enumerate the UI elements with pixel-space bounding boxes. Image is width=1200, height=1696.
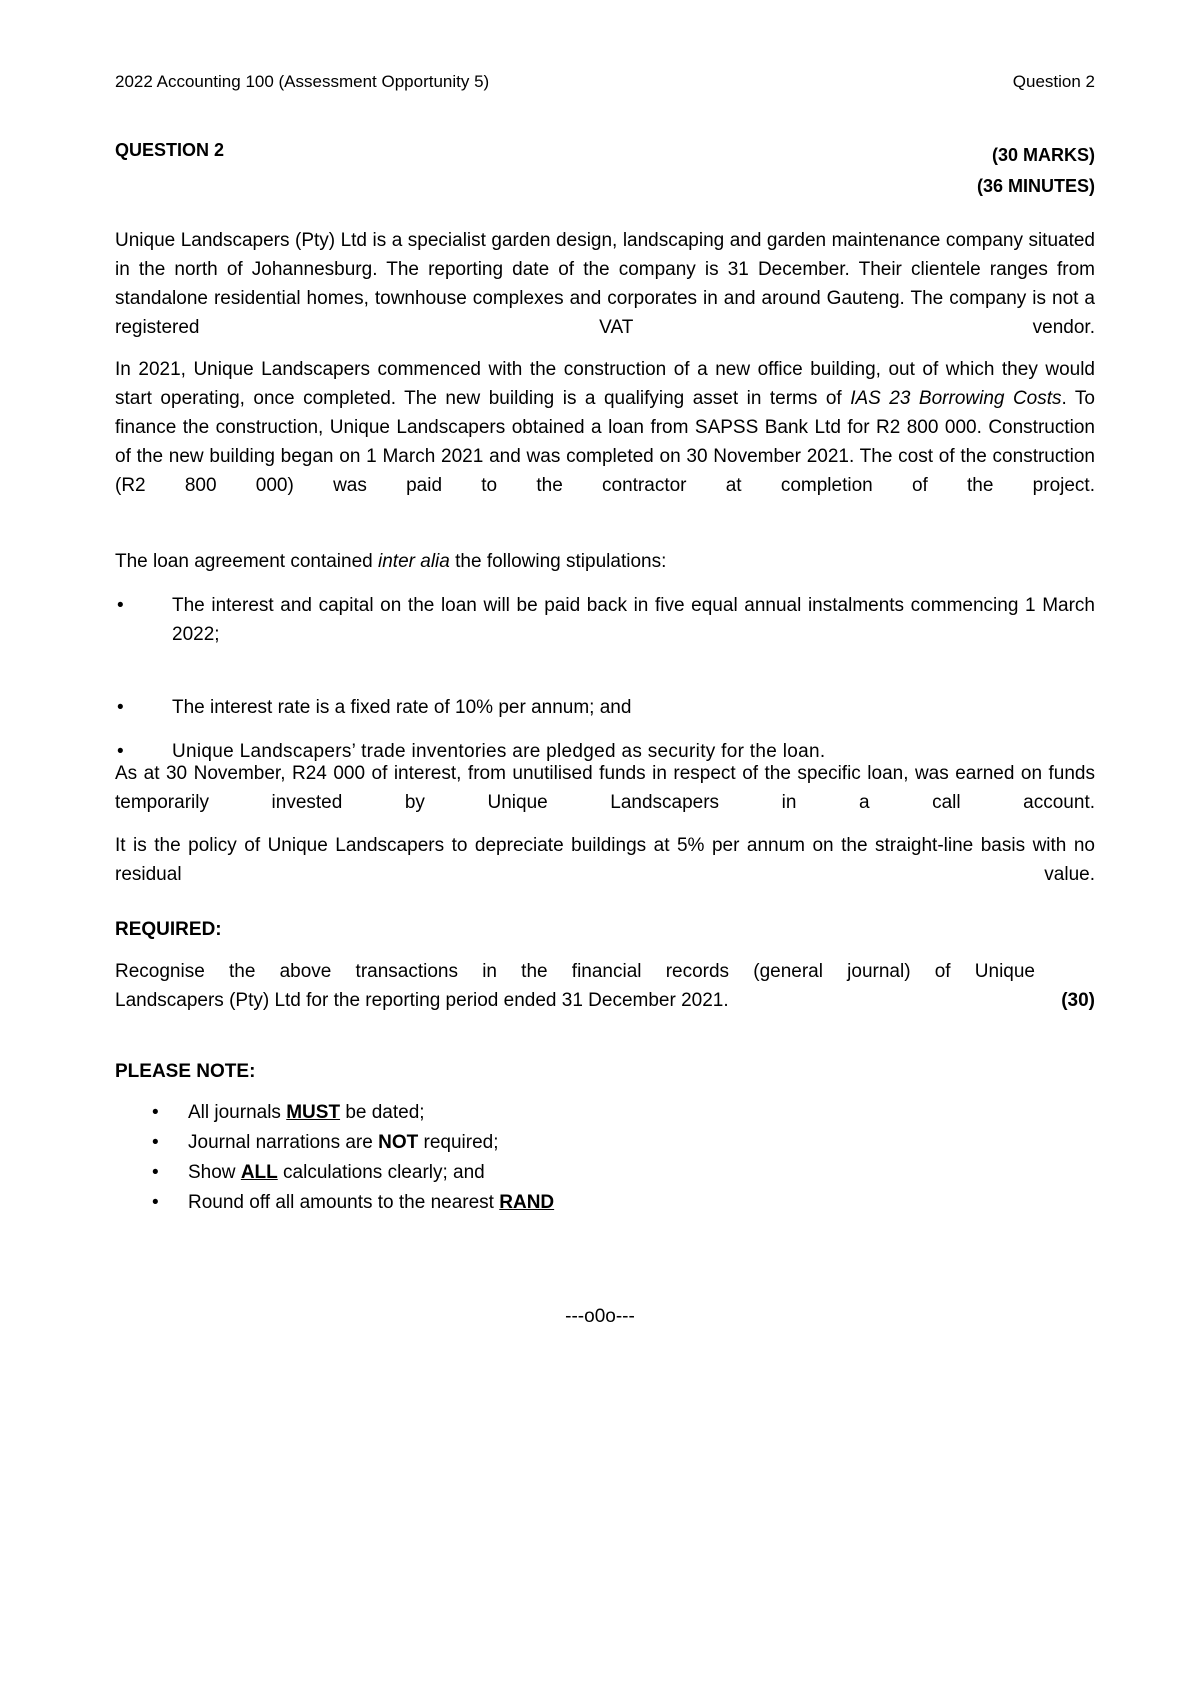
note-emphasis: ALL xyxy=(240,1162,278,1183)
note-text: Show xyxy=(188,1162,241,1183)
bullet-icon: • xyxy=(152,1192,159,1213)
intro-paragraph-2-wrap xyxy=(115,355,1095,529)
bullet-icon: • xyxy=(152,1162,159,1183)
intro-paragraph-2 xyxy=(115,355,1095,529)
stipulations-list xyxy=(115,591,1095,766)
intro-paragraph-1-wrap xyxy=(115,226,1095,371)
intro-paragraph-3 xyxy=(115,547,1095,576)
stipulation-text: The interest and capital on the loan will be paid back in five equal annual instalments commencing 1 March 2022; xyxy=(172,595,1095,645)
p3-italic: inter alia xyxy=(378,551,450,572)
required-line-1: Recognise the above transactions in the financial records (general journal) of Unique xyxy=(115,961,1035,982)
bullet-icon: • xyxy=(117,697,124,718)
note-text: Journal narrations are xyxy=(188,1132,379,1153)
note-emphasis: MUST xyxy=(286,1102,341,1123)
list-item xyxy=(150,1158,554,1188)
paragraph-5-wrap xyxy=(115,831,1095,918)
paragraph-4: As at 30 November, R24 000 of interest, from unutilised funds in respect of the specific loan, was earned on funds temporarily invested by Unique Landscapers in a call account. xyxy=(115,763,1095,813)
p2-text-a: In 2021, Unique Landscapers commenced with the construction of a new office building, out of which they would start operating, once completed. The new building is a qualifying asset in terms of xyxy=(115,359,1095,409)
stipulation-text: Unique Landscapers’ trade inventories are pledged as security for the loan. xyxy=(172,741,826,762)
list-item xyxy=(115,591,1095,678)
bullet-icon: • xyxy=(152,1102,159,1123)
bullet-icon: • xyxy=(117,741,124,762)
header-course: 2022 Accounting 100 (Assessment Opportunity 5) xyxy=(115,72,490,91)
question-marks: (30 MARKS) xyxy=(991,145,1095,165)
please-note-heading: PLEASE NOTE: xyxy=(115,1061,256,1082)
please-note-list xyxy=(150,1098,554,1218)
list-item xyxy=(115,693,1095,722)
required-heading: REQUIRED: xyxy=(115,919,222,940)
question-minutes: (36 MINUTES) xyxy=(976,176,1095,196)
p2-text-b: . To finance the construction, Unique Landscapers obtained a loan from SAPSS Bank Ltd for R2 800 000. Construction of the new building began on 1 March 2021 and was completed on 30 November 2021. The cost of the construction (R2 800 000) was paid to the contractor at completion of the project. xyxy=(115,388,1095,496)
note-text: calculations clearly; and xyxy=(277,1162,485,1183)
p3-text-b: the following stipulations: xyxy=(449,551,667,572)
p3-text-a: The loan agreement contained xyxy=(115,551,379,572)
bullet-icon: • xyxy=(117,595,124,616)
note-text: Round off all amounts to the nearest xyxy=(188,1192,500,1213)
list-item xyxy=(150,1098,554,1128)
required-line-2: Landscapers (Pty) Ltd for the reporting period ended 31 December 2021. xyxy=(115,990,729,1011)
note-emphasis: NOT xyxy=(378,1132,419,1153)
note-emphasis: RAND xyxy=(499,1192,555,1213)
list-item xyxy=(150,1188,554,1218)
intro-paragraph-3-wrap xyxy=(115,547,1095,576)
end-marker: ---o0o--- xyxy=(565,1306,635,1327)
stipulation-text: The interest rate is a fixed rate of 10% per annum; and xyxy=(172,697,632,718)
note-text: required; xyxy=(418,1132,499,1153)
p2-standard-ref: IAS 23 Borrowing Costs xyxy=(850,388,1062,409)
bullet-icon: • xyxy=(152,1132,159,1153)
header-question: Question 2 xyxy=(1012,72,1095,91)
question-marks-block xyxy=(977,140,1095,202)
paragraph-5: It is the policy of Unique Landscapers to depreciate buildings at 5% per annum on the straight-line basis with no residual value. xyxy=(115,835,1095,885)
note-text: All journals xyxy=(188,1102,287,1123)
required-marks: (30) xyxy=(1061,990,1095,1011)
note-text: be dated; xyxy=(340,1102,425,1123)
list-item xyxy=(150,1128,554,1158)
intro-paragraph-1: Unique Landscapers (Pty) Ltd is a specialist garden design, landscaping and garden maintenance company situated in the north of Johannesburg. The reporting date of the company is 31 December. Their clientele ranges from standalone residential homes, townhouse complexes and corporates in and around Gauteng. The company is not a registered VAT vendor. xyxy=(115,230,1095,338)
question-title: QUESTION 2 xyxy=(115,140,225,160)
